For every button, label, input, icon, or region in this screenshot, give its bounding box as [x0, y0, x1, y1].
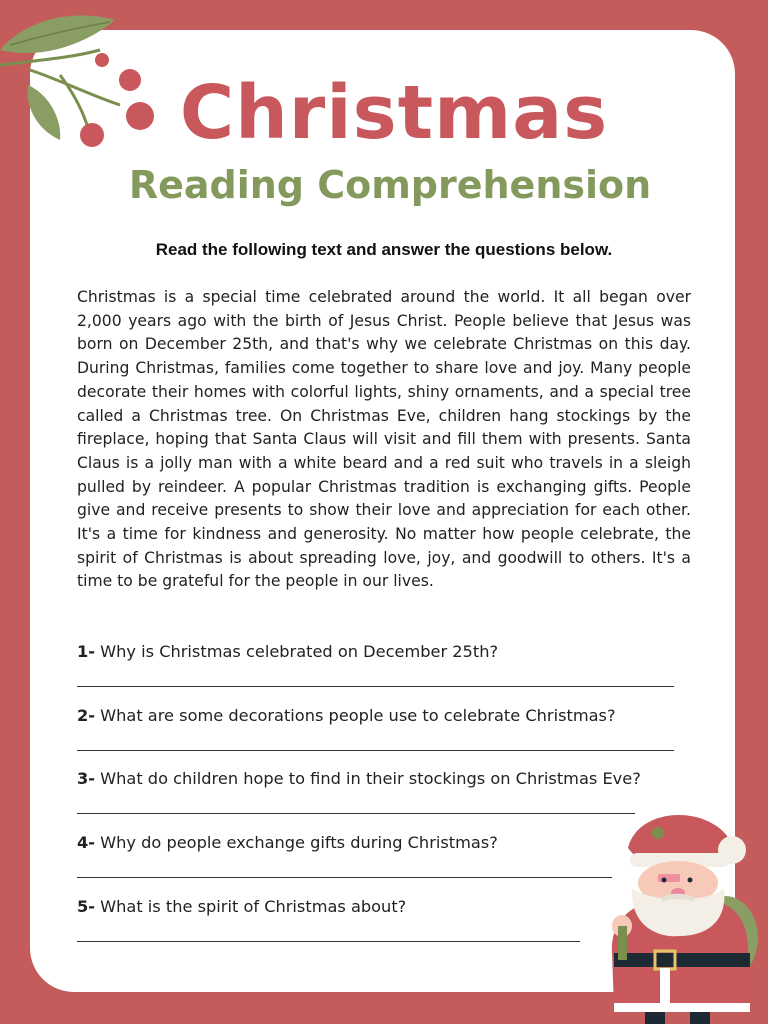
question-text: What is the spirit of Christmas about? [94, 897, 407, 916]
question-number: 2- [77, 706, 95, 725]
answer-line-3[interactable] [77, 813, 635, 814]
page-title: Christmas [179, 70, 609, 156]
answer-line-4[interactable] [77, 877, 612, 878]
answer-line-1[interactable] [77, 686, 674, 687]
question-text: What are some decorations people use to celebrate Christmas? [94, 706, 616, 725]
question-number: 4- [77, 833, 95, 852]
question-text: Why is Christmas celebrated on December 25th? [94, 642, 499, 661]
question-number: 1- [77, 642, 95, 661]
reading-passage: Christmas is a special time celebrated around the world. It all began over 2,000 years ago with the birth of Jesus Christ. People believe that Jesus was born on December 25th, and that's why we celebrate Christmas on this day. During Christmas, families come together to share love and joy. Many people decorate their homes with colorful lights, shiny ornaments, and a special tree called a Christmas tree. On Christmas Eve, children hang stockings by the fireplace, hoping that Santa Claus will visit and fill them with presents. Santa Claus is a jolly man with a white beard and a red suit who travels in a sleigh pulled by reindeer. A popular Christmas tradition is exchanging gifts. People give and receive presents to show their love and appreciation for each other. It's a time for kindness and generosity. No matter how people celebrate, the spirit of Christmas is about spreading love, joy, and goodwill to others. It's a time to be grateful for the people in our lives. [77, 288, 691, 591]
page-subtitle: Reading Comprehension [128, 163, 652, 207]
question-1 [77, 641, 717, 663]
question-text: What do children hope to find in their stockings on Christmas Eve? [94, 769, 641, 788]
santa-claus-illustration [600, 808, 768, 1024]
instructions-text: Read the following text and answer the questions below. [155, 240, 613, 259]
question-number: 5- [77, 897, 95, 916]
answer-line-2[interactable] [77, 750, 674, 751]
question-number: 3- [77, 769, 95, 788]
question-3 [77, 768, 717, 790]
question-text: Why do people exchange gifts during Christmas? [94, 833, 498, 852]
answer-line-5[interactable] [77, 941, 580, 942]
question-2 [77, 705, 717, 727]
